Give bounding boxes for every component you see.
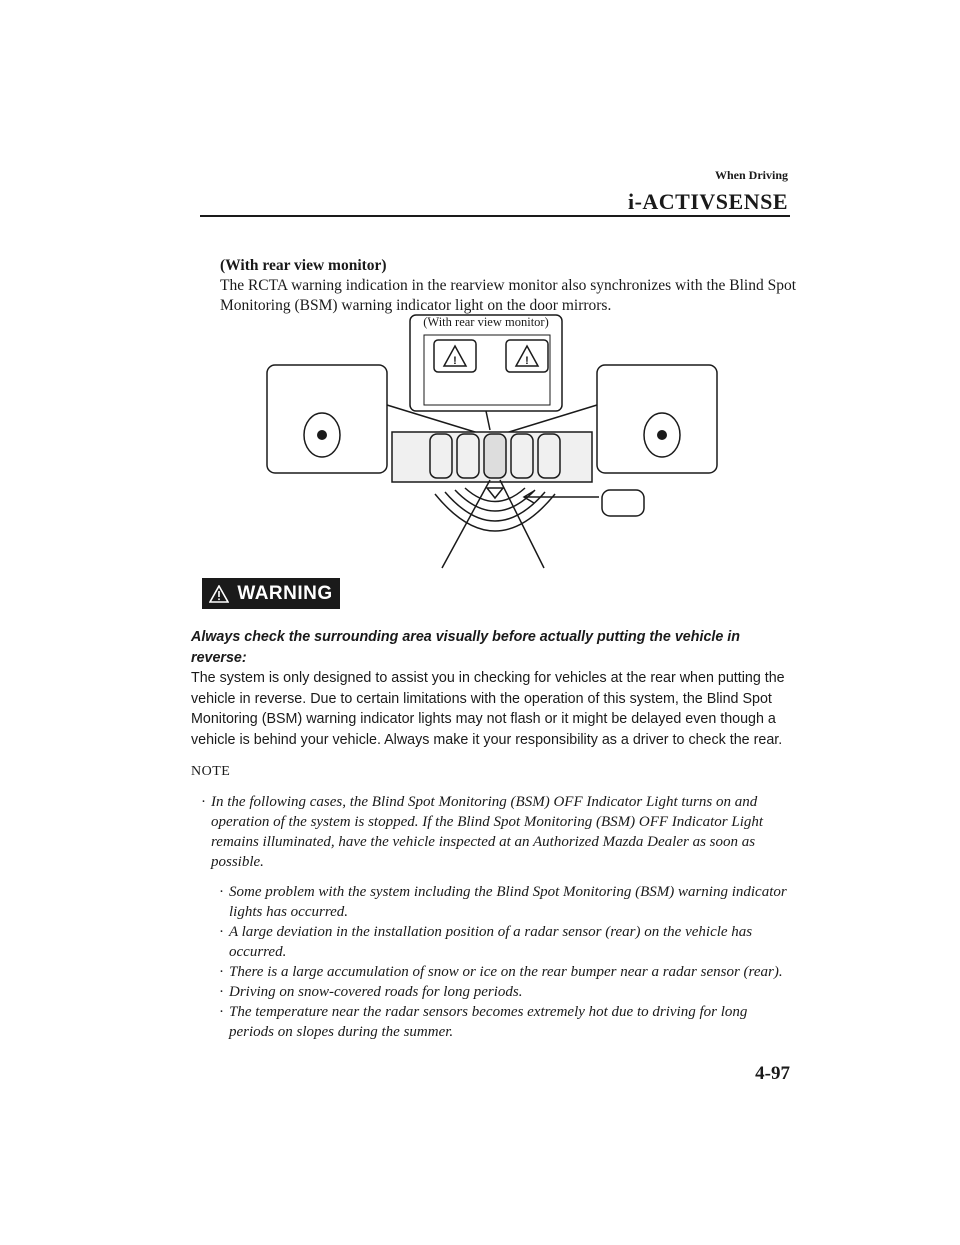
warning-box [191, 627, 791, 750]
warning-label: WARNING [237, 582, 333, 604]
bullet-icon: · [219, 984, 224, 1000]
bullet-icon: · [219, 1004, 224, 1020]
rcta-figure [262, 310, 722, 570]
approaching-vehicle [602, 490, 644, 516]
warning-triangle-icon [209, 585, 229, 603]
header-section: When Driving [714, 168, 788, 182]
note-item [191, 792, 796, 872]
note-item-text: In the following cases, the Blind Spot Monitoring (BSM) OFF Indicator Light turns on and operation of the system is stopped. If the Blind Spot Monitoring (BSM) OFF Indicator Light remains illuminated, have the vehicle inspected at an Authorized Mazda Dealer as soon as possible. [211, 794, 764, 870]
intro-heading: (With rear view monitor) [220, 257, 387, 274]
page-header [628, 168, 788, 215]
intro-body: The RCTA warning indication in the rearview monitor also synchronizes with the Blind Spot Monitoring (BSM) warning indicator light on the door mirrors. [220, 277, 797, 314]
note-sub-list [209, 882, 796, 1042]
note-title: NOTE [191, 764, 231, 779]
header-rule [200, 215, 790, 217]
list-item: · A large deviation in the installation position of a radar sensor (rear) on the vehicle has occurred. [219, 924, 753, 960]
warning-body: The system is only designed to assist you in checking for vehicles at the rear when putting the vehicle in reverse. Due to certain limitations with the operation of this system, the Blind Spot Monitoring (BSM) warning indicator lights may not flash or it might be delayed even though a vehicle is behind your vehicle. Always make it your responsibility as a driver to check the rear. [191, 670, 785, 748]
bullet-icon: · [219, 924, 224, 940]
intro [220, 256, 800, 316]
bullet-icon: · [201, 794, 206, 810]
warning-lead: Always check the surrounding area visually before actually putting the vehicle in reverse: [191, 629, 740, 666]
note [191, 762, 796, 1042]
svg-text:!: ! [453, 355, 457, 367]
list-item: · The temperature near the radar sensors becomes extremely hot due to driving for long periods on slopes during the summer. [219, 1004, 748, 1040]
warning-tag [202, 578, 340, 609]
header-title: i-ACTIVSENSE [627, 189, 788, 214]
bullet-icon: · [219, 964, 224, 980]
page-number: 4-97 [755, 1063, 790, 1084]
svg-text:!: ! [525, 355, 529, 367]
list-item: · There is a large accumulation of snow or ice on the rear bumper near a radar sensor (rear). [219, 964, 783, 980]
list-item: · Driving on snow-covered roads for long periods. [219, 984, 523, 1000]
figure-caption: (With rear view monitor) [423, 315, 549, 329]
bullet-icon: · [219, 884, 224, 900]
own-vehicle [484, 434, 506, 478]
list-item: · Some problem with the system including the Blind Spot Monitoring (BSM) warning indicator lights has occurred. [219, 884, 787, 920]
